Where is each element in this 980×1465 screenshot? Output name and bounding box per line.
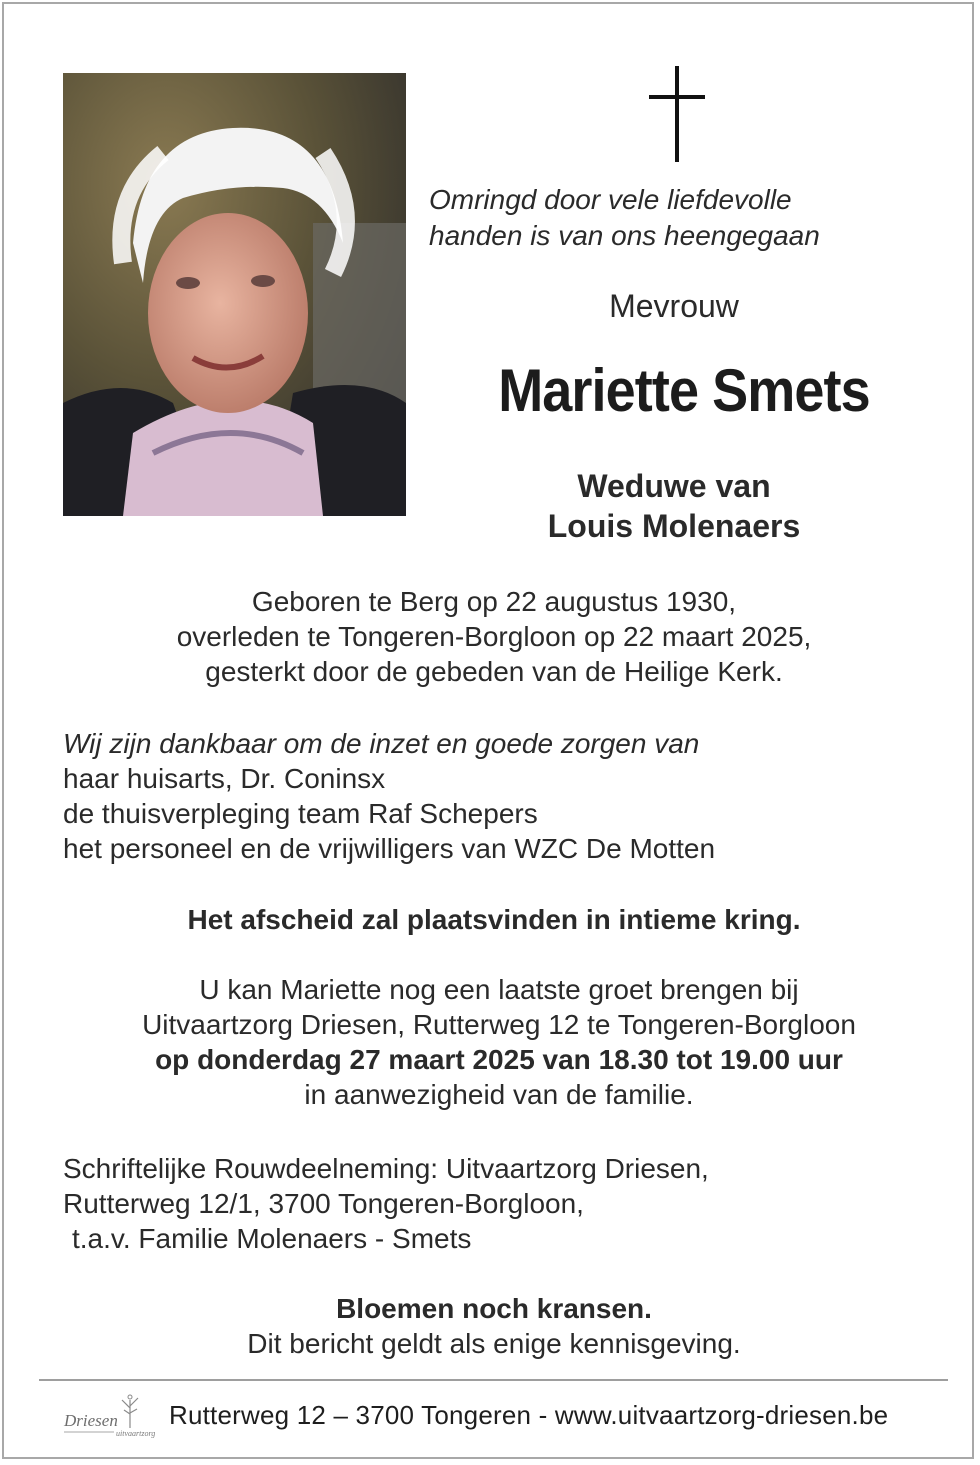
intro-line: handen is van ons heengegaan (429, 220, 820, 251)
closing-notice (44, 1291, 944, 1361)
address-line: t.a.v. Familie Molenaers - Smets (72, 1223, 472, 1254)
driesen-logo (62, 1388, 158, 1444)
birth-line: Geboren te Berg op 22 augustus 1930, (251, 586, 737, 617)
funeral-home-address: Rutterweg 12 – 3700 Tongeren - www.uitvaartzorg-driesen.be (169, 1400, 889, 1430)
flowers-line: Bloemen noch kransen. (336, 1293, 652, 1324)
spouse-name: Louis Molenaers (547, 508, 801, 544)
visit-datetime: op donderdag 27 maart 2025 van 18.30 tot 19.00 uur (155, 1044, 843, 1075)
honorific: Mevrouw (609, 288, 739, 324)
death-line: overleden te Tongeren-Borgloon op 22 maart 2025, (176, 621, 812, 652)
widow-label: Weduwe van (577, 468, 771, 504)
thanks-line: de thuisverpleging team Raf Schepers (63, 798, 538, 829)
thanks-intro: Wij zijn dankbaar om de inzet en goede zorgen van (63, 728, 700, 759)
address-line: Schriftelijke Rouwdeelneming: Uitvaartzorg Driesen, (63, 1153, 709, 1184)
visit-line: U kan Mariette nog een laatste groet brengen bij (199, 974, 799, 1005)
cross-icon (649, 66, 705, 162)
church-line: gesterkt door de gebeden van de Heilige Kerk. (205, 656, 783, 687)
intro-text (429, 182, 909, 254)
logo-subtext: uitvaartzorg (116, 1429, 156, 1438)
condolence-address (63, 1151, 943, 1256)
visit-line: Uitvaartzorg Driesen, Rutterweg 12 te Tongeren-Borgloon (142, 1009, 856, 1040)
footer-divider (39, 1379, 948, 1381)
deceased-name: Mariette Smets (498, 357, 870, 424)
thanks-line: het personeel en de vrijwilligers van WZC De Motten (63, 833, 716, 864)
logo-text: Driesen (64, 1411, 118, 1430)
farewell-notice: Het afscheid zal plaatsvinden in intieme kring. (187, 904, 801, 935)
visitation-info (44, 972, 954, 1112)
intro-line: Omringd door vele liefdevolle (429, 184, 792, 215)
portrait-illustration (63, 73, 406, 516)
visit-line: in aanwezigheid van de familie. (304, 1079, 694, 1110)
portrait-photo (63, 73, 406, 516)
notice-line: Dit bericht geldt als enige kennisgeving. (247, 1328, 741, 1359)
address-line: Rutterweg 12/1, 3700 Tongeren-Borgloon, (63, 1188, 584, 1219)
obituary-card (2, 2, 974, 1459)
birth-death-info (44, 584, 944, 689)
thanks-section (63, 726, 943, 866)
widow-of (474, 466, 874, 546)
thanks-line: haar huisarts, Dr. Coninsx (63, 763, 386, 794)
